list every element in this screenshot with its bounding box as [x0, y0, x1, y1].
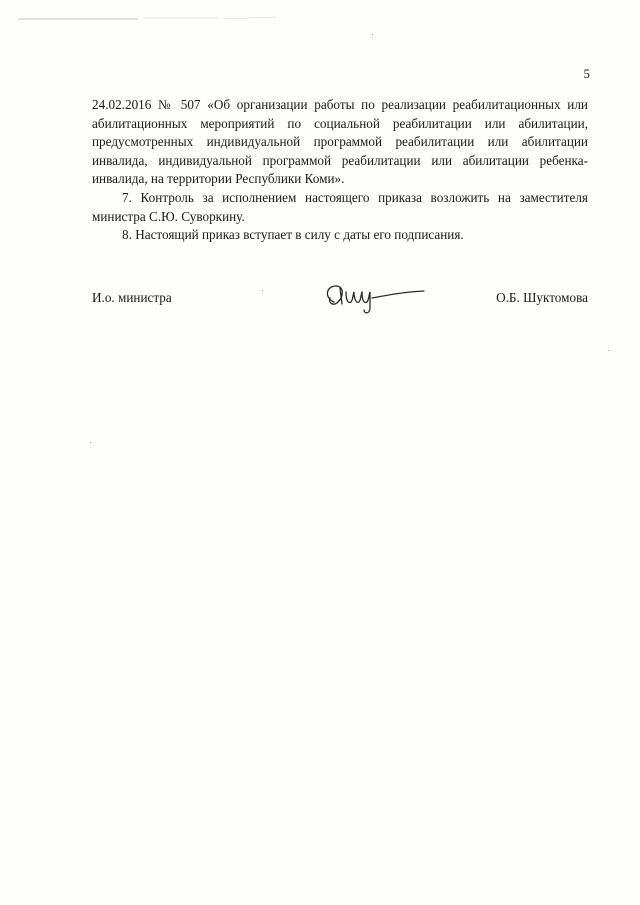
signatory-role: И.о. министра [92, 290, 172, 305]
paragraph-order-reference: 24.02.2016 № 507 «Об организации работы по реализации реабилитационных или абилитационных мероприятий по социальной реабилитации или абилитации, предусмотренных индивидуальной программой реабилитации или абилитации инвалида, индивидуальной программой реабилитации или абилитации ребенка-инвалида, на территории Республики Коми». [92, 97, 588, 187]
scan-speck [608, 350, 609, 351]
scan-speck [372, 34, 373, 35]
signatory-name: О.Б. Шуктомова [496, 290, 588, 305]
scan-artifact [18, 14, 278, 22]
handwritten-signature [320, 280, 440, 316]
scan-speck [90, 442, 91, 443]
paragraph-item-8: 8. Настоящий приказ вступает в силу с даты его подписания. [122, 227, 464, 243]
signature-block [92, 280, 588, 320]
paragraph-item-7: 7. Контроль за исполнением настоящего приказа возложить на заместителя министра С.Ю. Суворкину. [92, 189, 588, 224]
document-body [92, 96, 588, 245]
page-number: 5 [583, 66, 590, 81]
scan-speck [262, 290, 263, 291]
